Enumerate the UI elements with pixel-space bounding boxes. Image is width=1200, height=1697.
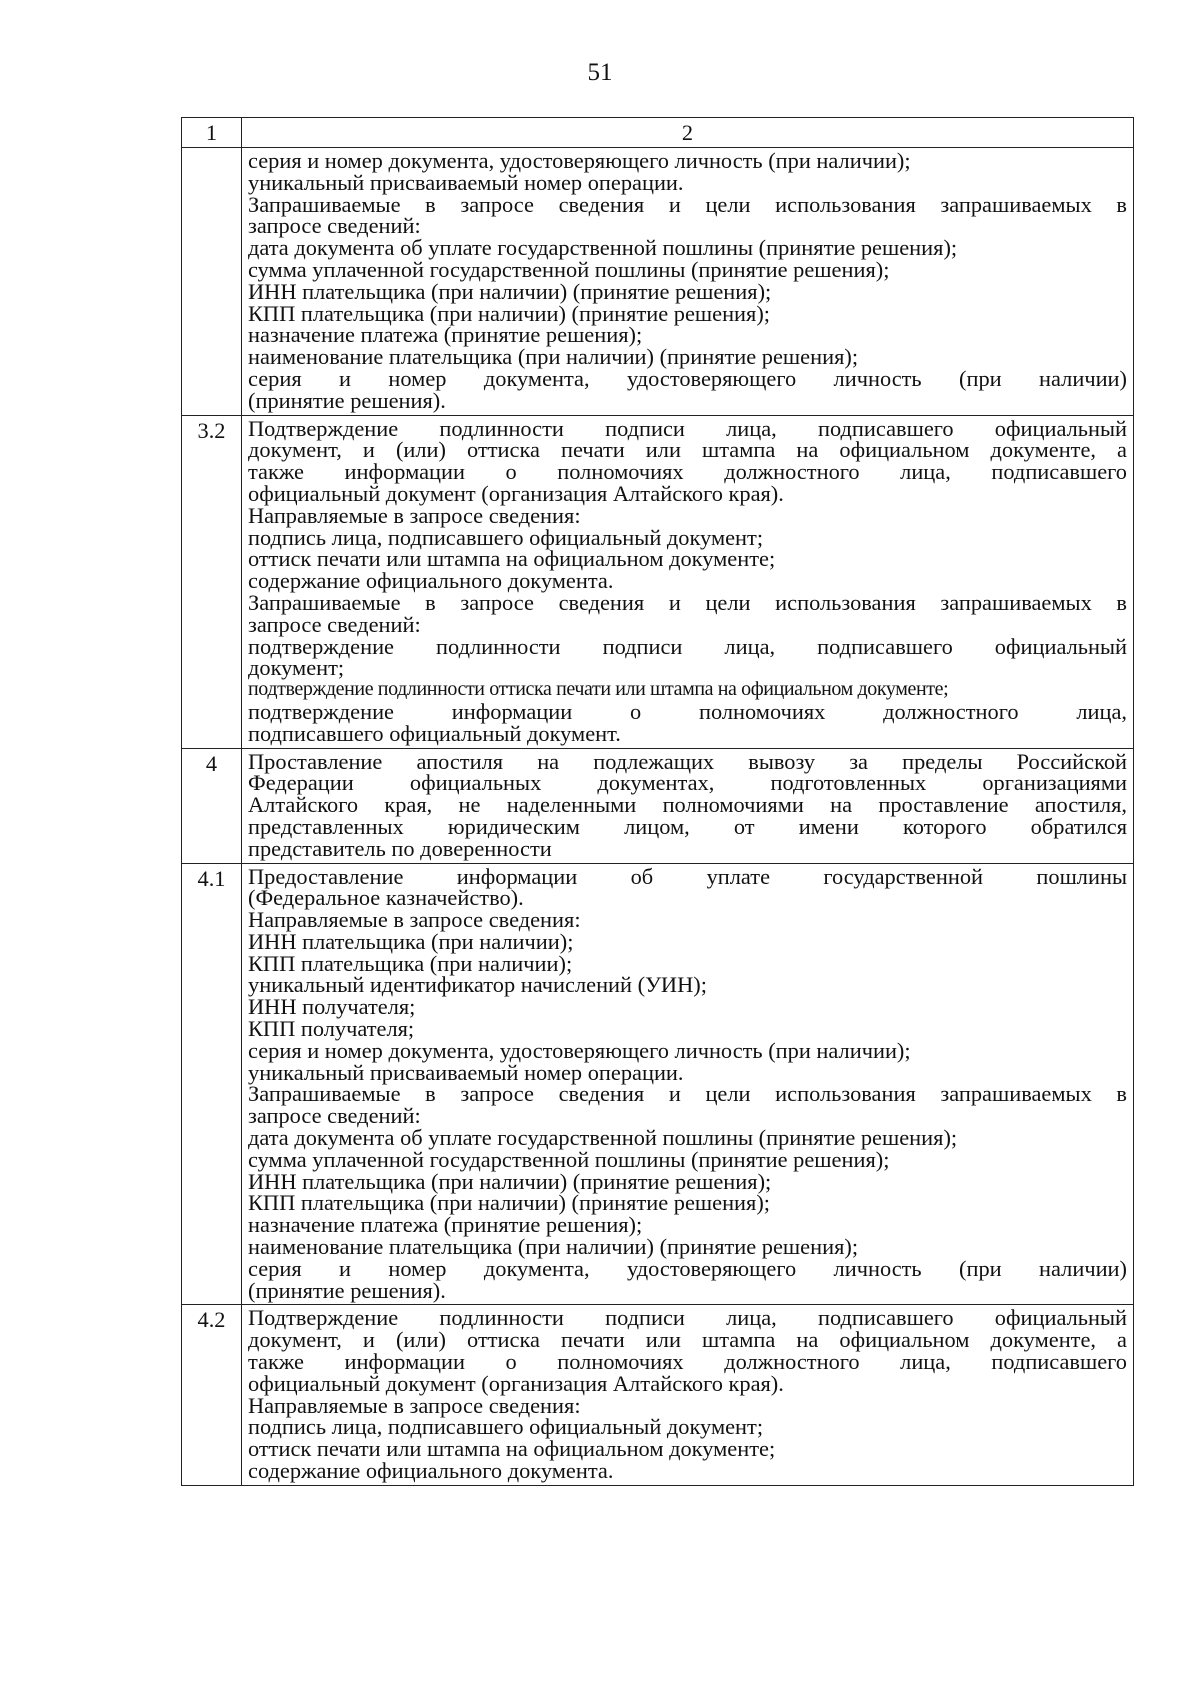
- page-number: 51: [587, 59, 613, 86]
- text-line: ИНН плательщика (при наличии);: [248, 928, 574, 954]
- text-line: (Федеральное казначейство).: [248, 885, 524, 911]
- text-line: официальный документ (организация Алтайского края).: [248, 1370, 784, 1396]
- text-line: дата документа об уплате государственной пошлины (принятие решения);: [248, 235, 958, 261]
- text-line: КПП плательщика (при наличии) (принятие решения);: [248, 300, 771, 326]
- text-line: КПП плательщика (при наличии) (принятие решения);: [248, 1190, 771, 1216]
- text-line: назначение платежа (принятие решения);: [248, 1212, 643, 1238]
- text-line: представленных юридическим лицом, от имени которого обратился: [248, 813, 1127, 839]
- text-line: документ, и (или) оттиска печати или штампа на официальном документе, а: [248, 1327, 1127, 1353]
- text-line: подтверждение подлинности подписи лица, подписавшего официальный: [248, 633, 1127, 659]
- text-line: серия и номер документа, удостоверяющего личность (при наличии);: [248, 1037, 911, 1063]
- text-line: КПП получателя;: [248, 1016, 415, 1042]
- text-line: ИНН получателя;: [248, 994, 416, 1020]
- text-line: назначение платежа (принятие решения);: [248, 322, 643, 348]
- text-line: Запрашиваемые в запросе сведения и цели использования запрашиваемых в: [248, 1081, 1127, 1107]
- text-line: также информации о полномочиях должностного лица, подписавшего: [248, 459, 1127, 485]
- text-line: Запрашиваемые в запросе сведения и цели использования запрашиваемых в: [248, 191, 1127, 217]
- text-line: КПП плательщика (при наличии);: [248, 950, 573, 976]
- text-line: запросе сведений:: [248, 611, 421, 637]
- text-line: официальный документ (организация Алтайского края).: [248, 480, 784, 506]
- header-col-1: 1: [182, 118, 242, 148]
- text-line: Проставление апостиля на подлежащих вывозу за пределы Российской: [248, 748, 1127, 774]
- text-line: Подтверждение подлинности подписи лица, подписавшего официальный: [248, 1305, 1127, 1331]
- row-content: [242, 863, 1134, 1305]
- text-line: сумма уплаченной государственной пошлины (принятие решения);: [248, 1146, 890, 1172]
- text-line: серия и номер документа, удостоверяющего личность (при наличии);: [248, 148, 911, 173]
- row-number: [182, 148, 242, 416]
- row-number: 4: [182, 748, 242, 863]
- text-line: Федерации официальных документах, подготовленных организациями: [248, 770, 1127, 796]
- text-line: Подтверждение подлинности подписи лица, подписавшего официальный: [248, 415, 1127, 441]
- text-line: Направляемые в запросе сведения:: [248, 907, 581, 933]
- text-line: уникальный присваиваемый номер операции.: [248, 169, 684, 195]
- header-col-2: 2: [242, 118, 1134, 148]
- text-line: Предоставление информации об уплате государственной пошлины: [248, 863, 1127, 889]
- text-line: ИНН плательщика (при наличии) (принятие решения);: [248, 1168, 772, 1194]
- row-number: 4.2: [182, 1305, 242, 1485]
- row-content: [242, 415, 1134, 748]
- table-row: [182, 863, 1134, 1305]
- document-table: [181, 117, 1134, 1486]
- row-number: 4.1: [182, 863, 242, 1305]
- text-line: (принятие решения).: [248, 387, 446, 413]
- text-line: наименование плательщика (при наличии) (принятие решения);: [248, 344, 859, 370]
- text-line: запросе сведений:: [248, 213, 421, 239]
- text-line: уникальный идентификатор начислений (УИН);: [248, 972, 707, 998]
- text-line: содержание официального документа.: [248, 568, 614, 594]
- text-line: документ;: [248, 655, 345, 681]
- text-line: дата документа об уплате государственной пошлины (принятие решения);: [248, 1125, 958, 1151]
- table-row: [182, 415, 1134, 748]
- text-line: Направляемые в запросе сведения:: [248, 502, 581, 528]
- text-line: документ, и (или) оттиска печати или штампа на официальном документе, а: [248, 437, 1127, 463]
- row-content: [242, 148, 1134, 416]
- table-header-row: [182, 118, 1134, 148]
- text-line: серия и номер документа, удостоверяющего личность (при наличии): [248, 1255, 1127, 1281]
- text-line: ИНН плательщика (при наличии) (принятие решения);: [248, 278, 772, 304]
- text-line: подтверждение информации о полномочиях должностного лица,: [248, 698, 1127, 724]
- text-line: уникальный присваиваемый номер операции.: [248, 1059, 684, 1085]
- table-row: [182, 148, 1134, 416]
- text-line: подпись лица, подписавшего официальный документ;: [248, 524, 764, 550]
- text-line: подтверждение подлинности оттиска печати или штампа на официальном документе;: [248, 678, 949, 701]
- text-line: серия и номер документа, удостоверяющего личность (при наличии): [248, 365, 1127, 391]
- text-line: наименование плательщика (при наличии) (принятие решения);: [248, 1234, 859, 1260]
- row-content: [242, 748, 1134, 863]
- text-line: оттиск печати или штампа на официальном документе;: [248, 546, 776, 572]
- text-line: подпись лица, подписавшего официальный документ;: [248, 1414, 764, 1440]
- row-content: [242, 1305, 1134, 1485]
- text-line: Алтайского края, не наделенными полномочиями на проставление апостиля,: [248, 792, 1127, 818]
- row-number: 3.2: [182, 415, 242, 748]
- table-row: [182, 1305, 1134, 1485]
- text-line: (принятие решения).: [248, 1277, 446, 1303]
- text-line: Направляемые в запросе сведения:: [248, 1392, 581, 1418]
- text-line: представитель по доверенности: [248, 835, 552, 861]
- text-line: подписавшего официальный документ.: [248, 720, 621, 746]
- text-line: также информации о полномочиях должностного лица, подписавшего: [248, 1349, 1127, 1375]
- text-line: запросе сведений:: [248, 1103, 421, 1129]
- text-line: оттиск печати или штампа на официальном документе;: [248, 1436, 776, 1462]
- text-line: содержание официального документа.: [248, 1458, 614, 1484]
- text-line: сумма уплаченной государственной пошлины (принятие решения);: [248, 256, 890, 282]
- text-line: Запрашиваемые в запросе сведения и цели использования запрашиваемых в: [248, 589, 1127, 615]
- table-row: [182, 748, 1134, 863]
